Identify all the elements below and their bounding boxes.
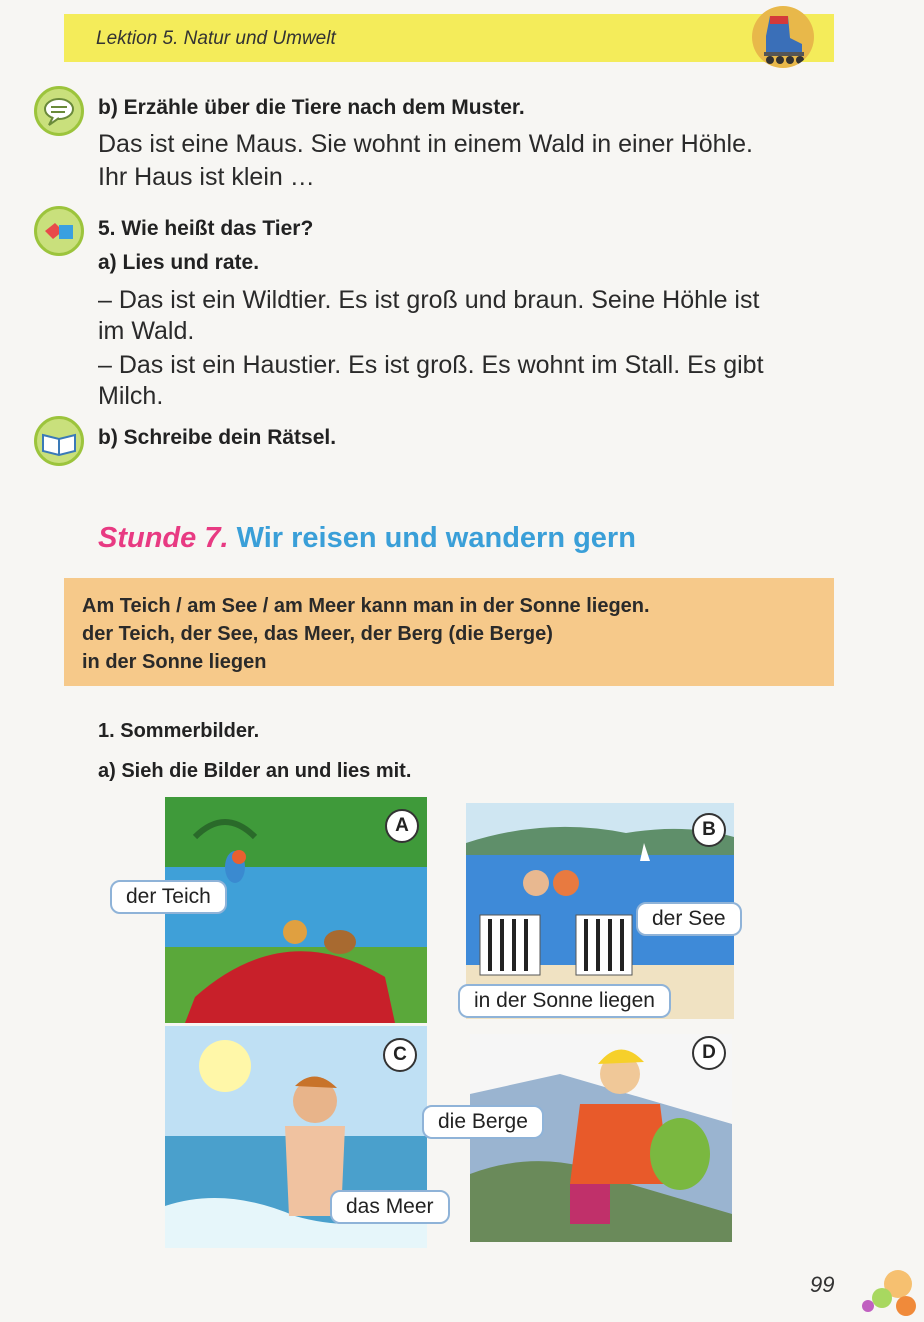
vocab-line-1: Am Teich / am See / am Meer kann man in der Sonne liegen.: [82, 595, 650, 617]
vocabulary-box: [64, 578, 834, 686]
riddle-line-1: – Das ist ein Wildtier. Es ist groß und braun. Seine Höhle ist: [98, 286, 760, 314]
riddle-line-4: Milch.: [98, 382, 164, 410]
vocab-line-2: der Teich, der See, das Meer, der Berg (die Berge): [82, 623, 553, 645]
speech-bubble-icon: [34, 86, 84, 136]
tag-das-meer: das Meer: [330, 1190, 450, 1224]
tag-die-berge: die Berge: [422, 1105, 544, 1139]
picture-c-letter: C: [383, 1038, 417, 1072]
task-b-example-line-2: Ihr Haus ist klein …: [98, 163, 315, 191]
picture-a-letter: A: [385, 809, 419, 843]
vocab-line-3: in der Sonne liegen: [82, 651, 267, 673]
task-5a-label: a) Lies und rate.: [98, 251, 260, 274]
picture-b-letter: B: [692, 813, 726, 847]
task-b-speak-label: b) Erzähle über die Tiere nach dem Muster.: [98, 96, 525, 119]
open-book-icon: [34, 416, 84, 466]
exercise-1a-label: a) Sieh die Bilder an und lies mit.: [98, 760, 412, 782]
task-b-example-line-1: Das ist eine Maus. Sie wohnt in einem Wald in einer Höhle.: [98, 130, 753, 158]
riddle-line-2: im Wald.: [98, 317, 195, 345]
picture-d-letter: D: [692, 1036, 726, 1070]
task-5b-label: b) Schreibe dein Rätsel.: [98, 426, 337, 449]
stunde-heading: [98, 522, 636, 555]
tag-in-der-sonne-liegen: in der Sonne liegen: [458, 984, 671, 1018]
riddle-line-3: – Das ist ein Haustier. Es ist groß. Es wohnt im Stall. Es gibt: [98, 351, 764, 379]
task-5-title: 5. Wie heißt das Tier?: [98, 217, 314, 240]
page-number: 99: [810, 1272, 835, 1297]
exercise-1-title: 1. Sommerbilder.: [98, 720, 260, 742]
stunde-title: Wir reisen und wandern gern: [236, 522, 636, 554]
inline-skate-icon: [752, 6, 814, 68]
lesson-title: Lektion 5. Natur und Umwelt: [96, 28, 336, 49]
tag-der-teich: der Teich: [110, 880, 227, 914]
stunde-number: Stunde 7.: [98, 522, 229, 554]
flower-decoration-icon: [856, 1262, 924, 1322]
reading-cubes-icon: [34, 206, 84, 256]
tag-der-see: der See: [636, 902, 742, 936]
